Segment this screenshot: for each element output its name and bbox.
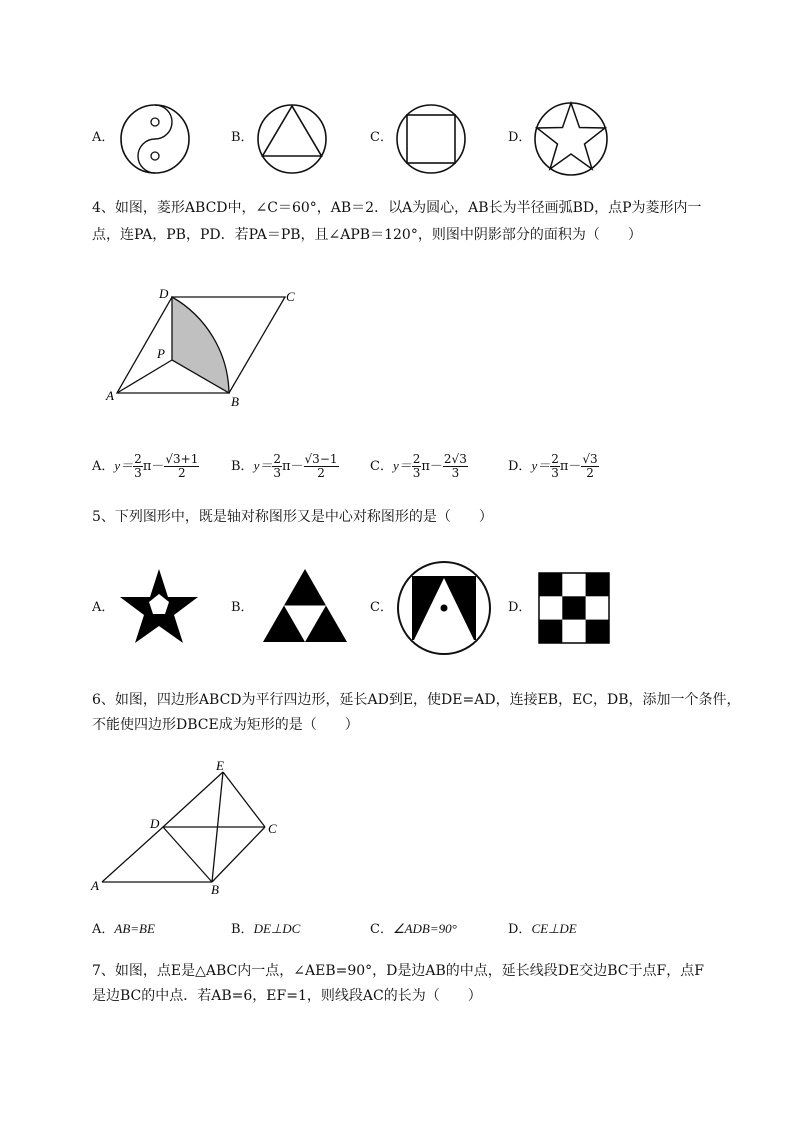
- q4-stem-line1: 4、如图，菱形ABCD中，∠C＝60°，AB＝2．以A为圆心，AB长为半径画弧BD，点P为菱形内一: [92, 200, 702, 216]
- q6-option-d[interactable]: D．CE⊥DE: [508, 921, 577, 937]
- q4-label-a: A: [106, 388, 114, 403]
- q6-stem-line1: 6、如图，四边形ABCD为平行四边形，延长AD到E，使DE=AD，连接EB，EC，DB，添加一个条件，: [92, 692, 741, 708]
- q5-option-c-label[interactable]: C．: [370, 600, 393, 615]
- q4-option-c[interactable]: C．y＝ $\frac{2}{3}$ π－ $\frac{2√3}{3}$: [370, 452, 467, 480]
- q6-label-d: D: [150, 816, 160, 831]
- q6-label-c: C: [268, 821, 277, 836]
- q4-label-c: C: [286, 289, 295, 304]
- q4-label-p: P: [157, 346, 165, 361]
- q6-label-a: A: [91, 878, 99, 893]
- q7-stem-line2: 是边BC的中点．若AB=6，EF=1，则线段AC的长为（ ）: [92, 988, 482, 1004]
- taiji-icon: [118, 102, 192, 176]
- q3-option-c-label[interactable]: C．: [370, 130, 393, 145]
- q6-option-a[interactable]: A．AB=BE: [92, 921, 155, 937]
- q5-option-b-label[interactable]: B．: [231, 600, 254, 615]
- q7-stem-line1: 7、如图，点E是△ABC内一点，∠AEB=90°，D是边AB的中点，延长线段DE交边BC于点F，点F: [92, 963, 704, 979]
- q5-option-a-label[interactable]: A．: [92, 600, 115, 615]
- q6-label-e: E: [216, 758, 224, 773]
- checkerboard-icon: [538, 572, 610, 644]
- q4-option-d[interactable]: D．y＝ $\frac{2}{3}$ π－ $\frac{√3}{2}$: [508, 452, 598, 480]
- q6-stem-line2: 不能使四边形DBCE成为矩形的是（ ）: [92, 717, 359, 733]
- triforce-icon: [262, 568, 348, 644]
- q4-stem-line2: 点，连PA，PB，PD．若PA＝PB，且∠APB＝120°，则图中阴影部分的面积为（ ）: [92, 227, 642, 243]
- q6-label-b: B: [211, 882, 219, 897]
- q4-option-a[interactable]: A．y＝ $\frac{2}{3}$ π－ $\frac{√3+1}{2}$: [92, 452, 199, 480]
- q4-label-b: B: [231, 394, 239, 409]
- circle-star-icon: [532, 100, 610, 178]
- q3-option-b-label[interactable]: B．: [231, 130, 254, 145]
- q3-option-d-label[interactable]: D．: [508, 130, 532, 145]
- q6-option-b[interactable]: B．DE⊥DC: [231, 921, 301, 937]
- q3-option-a-label[interactable]: A．: [92, 130, 115, 145]
- q4-option-b[interactable]: B．y＝ $\frac{2}{3}$ π－ $\frac{√3-1}{2}$: [231, 452, 338, 480]
- circle-square-icon: [394, 102, 468, 176]
- star-pentagon-icon: [118, 566, 200, 646]
- q5-stem: 5、下列图形中，既是轴对称图形又是中心对称图形的是（ ）: [92, 509, 493, 525]
- circle-triangle-icon: [255, 102, 329, 176]
- q5-option-d-label[interactable]: D．: [508, 600, 532, 615]
- circle-square-triangle-icon: [396, 560, 492, 656]
- q6-option-c[interactable]: C．∠ADB=90°: [370, 921, 457, 937]
- q4-label-d: D: [159, 286, 169, 301]
- q4-rhombus-figure: [100, 285, 310, 415]
- q6-parallelogram-figure: [88, 755, 288, 895]
